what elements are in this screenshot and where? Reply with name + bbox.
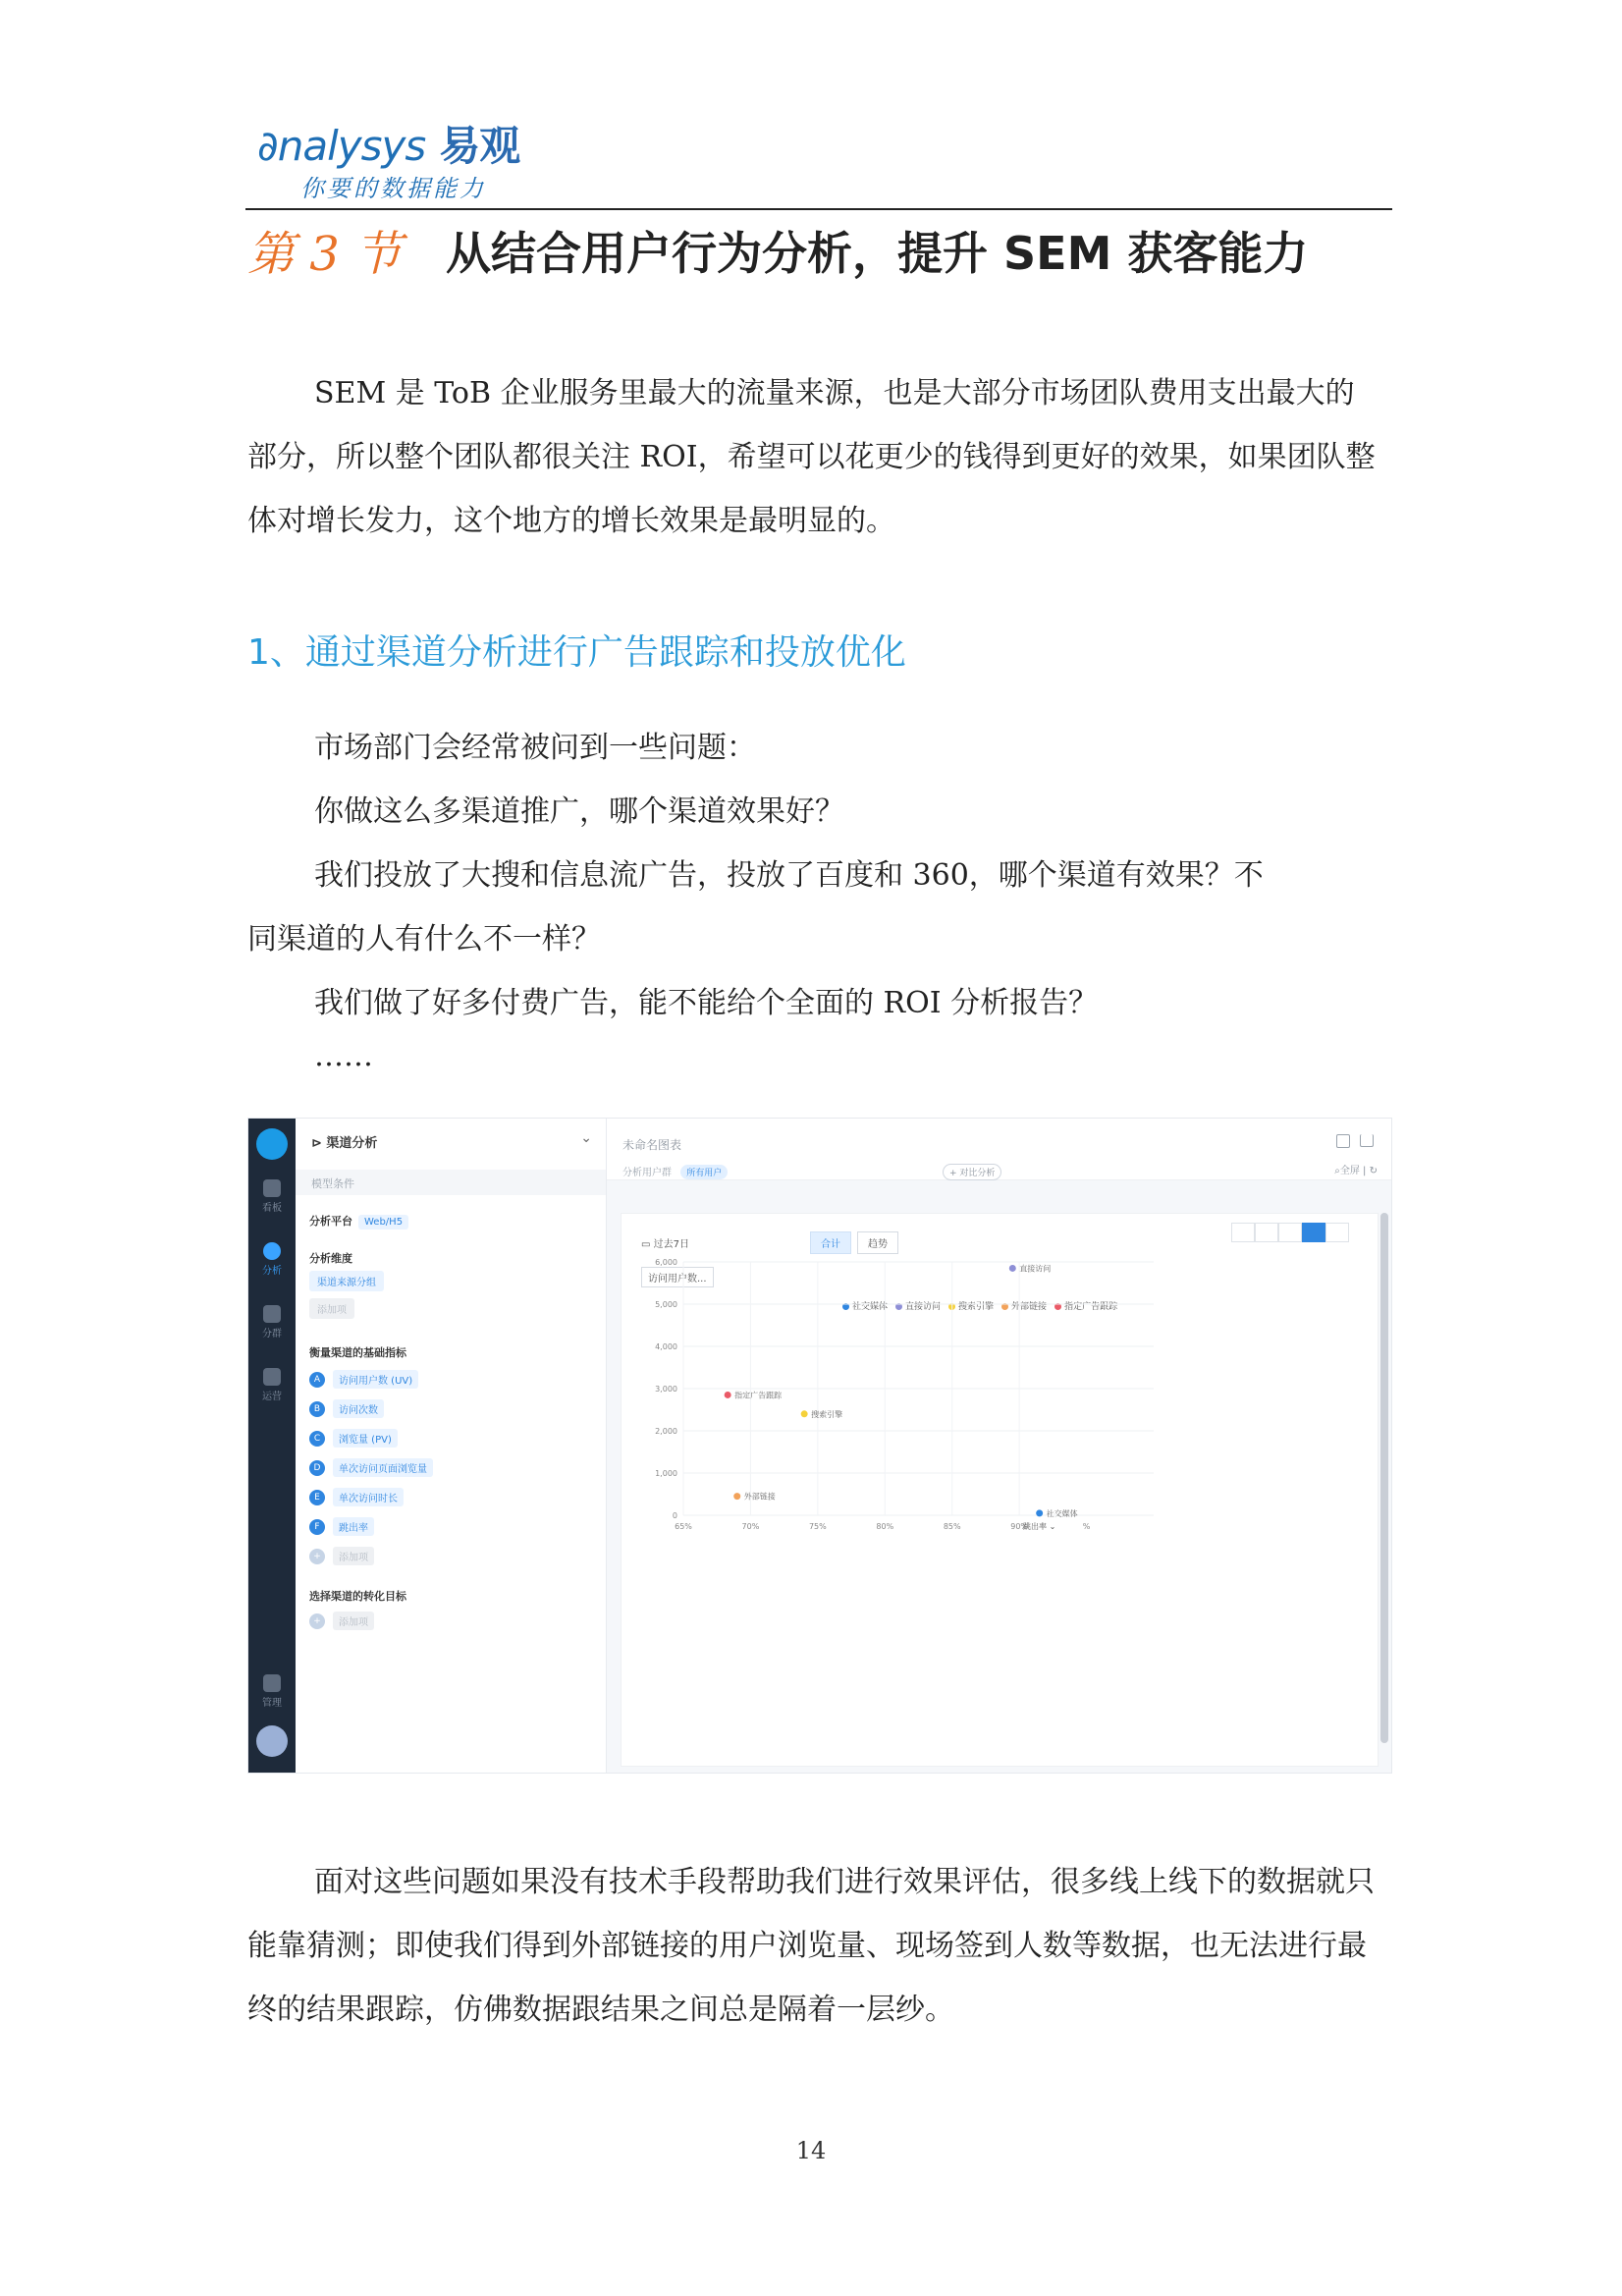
scatter-plot: [607, 1119, 1391, 1773]
metric-item[interactable]: B 访问次数: [309, 1399, 384, 1418]
fullscreen-button[interactable]: ⌕全屏 | ↻: [1334, 1166, 1378, 1176]
channel-analysis-screenshot: [247, 1118, 1392, 1774]
y-tick-label: 3,000: [655, 1385, 677, 1394]
data-point: [1036, 1509, 1043, 1516]
panel-title: ⊳ 渠道分析: [311, 1136, 378, 1151]
user-group-row: 分析用户群 所有用户 + 对比分析: [622, 1164, 728, 1179]
plus-icon: +: [309, 1613, 325, 1629]
question-1: 你做这么多渠道推广，哪个渠道效果好？: [314, 794, 844, 829]
y-tick-label: 1,000: [655, 1469, 677, 1478]
point-label: 搜索引擎: [811, 1409, 843, 1419]
metrics-label: 衡量渠道的基础指标: [309, 1346, 406, 1359]
pie-icon: [263, 1242, 281, 1260]
x-tick-label: 70%: [741, 1522, 760, 1531]
logo-text: nalysys: [277, 122, 426, 170]
header-rule: [245, 208, 1392, 210]
x-tick-label: 80%: [876, 1522, 894, 1531]
nav-rail: [248, 1119, 296, 1773]
x-tick-label: 65%: [675, 1522, 692, 1531]
subsection-title: 1、通过渠道分析进行广告跟踪和投放优化: [247, 632, 906, 673]
question-2a: 我们投放了大搜和信息流广告，投放了百度和 360，哪个渠道有效果？不: [314, 858, 1264, 893]
y-tick-label: 5,000: [655, 1300, 677, 1309]
metric-item[interactable]: A 访问用户数 (UV): [309, 1370, 418, 1389]
rail-item-dashboard[interactable]: 看板: [248, 1179, 296, 1214]
platform-label: 分析平台 Web/H5: [309, 1213, 408, 1230]
avatar[interactable]: [256, 1725, 288, 1757]
brand-logo: [257, 114, 552, 208]
legend-label: 搜索引擎: [958, 1302, 995, 1312]
metric-item[interactable]: C 浏览量 (PV): [309, 1429, 398, 1448]
data-point: [733, 1493, 740, 1500]
add-dimension-button[interactable]: 添加项: [309, 1298, 354, 1319]
ellipsis: ……: [314, 1039, 373, 1073]
y-tick-label: 0: [672, 1511, 677, 1520]
legend-label: 社交媒体: [852, 1302, 889, 1312]
add-goal-button[interactable]: + 添加项: [309, 1612, 374, 1630]
compare-button[interactable]: + 对比分析: [943, 1164, 1001, 1180]
config-panel: [296, 1119, 607, 1773]
conversion-label: 选择渠道的转化目标: [309, 1590, 406, 1603]
add-metric-button[interactable]: + 添加项: [309, 1547, 374, 1565]
point-label: 直接访问: [1019, 1264, 1052, 1274]
question-intro: 市场部门会经常被问到一些问题：: [314, 731, 756, 765]
app-logo[interactable]: [256, 1128, 288, 1160]
chart-panel: [607, 1119, 1391, 1773]
user-group-chip[interactable]: 所有用户: [680, 1165, 728, 1179]
logo-cn: 易观: [439, 122, 520, 170]
logo-tagline: 你要的数据能力: [300, 175, 486, 202]
dashboard-icon: [263, 1179, 281, 1197]
mode-trend-button[interactable]: 趋势: [857, 1231, 898, 1254]
data-point: [725, 1392, 731, 1398]
data-point: [1009, 1265, 1016, 1272]
question-3: 我们做了好多付费广告，能不能给个全面的 ROI 分析报告？: [314, 986, 1099, 1020]
legend-label: 直接访问: [905, 1302, 942, 1312]
dimension-pill[interactable]: 渠道来源分组: [309, 1271, 384, 1291]
date-range-picker[interactable]: ▭ 过去7日: [641, 1239, 690, 1250]
legend-label: 指定广告跟踪: [1064, 1302, 1118, 1312]
rail-item-settings[interactable]: 管理: [248, 1674, 296, 1709]
x-tick-label: %: [1082, 1522, 1091, 1531]
mode-total-button[interactable]: 合计: [810, 1231, 851, 1254]
rail-item-analysis[interactable]: 分析: [248, 1242, 296, 1277]
y-tick-label: 6,000: [655, 1258, 677, 1267]
gear-icon: [263, 1674, 281, 1692]
plus-icon: +: [309, 1549, 325, 1564]
intro-paragraph: SEM 是 ToB 企业服务里最大的流量来源，也是大部分市场团队费用支出最大的部分，所以整个团队都很关注 ROI，希望可以花更少的钱得到更好的效果，如果团队整体对增长发力，这个地方的增长效果是最明显的。: [247, 376, 1376, 538]
page-number: 14: [795, 2137, 827, 2164]
logo-mark: ∂: [257, 122, 278, 170]
y-tick-label: 2,000: [655, 1427, 677, 1436]
section-title: 从结合用户行为分析，提升 SEM 获客能力: [446, 227, 1309, 280]
x-tick-label: 85%: [943, 1522, 961, 1531]
question-2b: 同渠道的人有什么不一样？: [247, 922, 601, 957]
outro-paragraph: 面对这些问题如果没有技术手段帮助我们进行效果评估，很多线上线下的数据就只能靠猜测；即使我们得到外部链接的用户浏览量、现场签到人数等数据，也无法进行最终的结果跟踪，仿佛数据跟结果之间总是隔着一层纱。: [247, 1865, 1375, 2027]
x-tick-label: 90%: [1010, 1522, 1029, 1531]
calendar-icon: ▭: [641, 1239, 654, 1250]
metric-item[interactable]: D 单次访问页面浏览量: [309, 1458, 433, 1477]
search-icon: ⌕: [1334, 1166, 1340, 1176]
refresh-icon: ↻: [1369, 1166, 1378, 1176]
legend-label: 外部链接: [1011, 1302, 1048, 1312]
y-tick-label: 4,000: [655, 1342, 677, 1351]
scrollbar[interactable]: [1380, 1213, 1388, 1743]
metric-item[interactable]: E 单次访问时长: [309, 1488, 404, 1506]
point-label: 外部链接: [743, 1492, 776, 1502]
model-conditions-bar[interactable]: 模型条件: [296, 1170, 606, 1195]
dimension-label: 分析维度: [309, 1252, 352, 1265]
platform-tag[interactable]: Web/H5: [358, 1215, 408, 1230]
metric-item[interactable]: F 跳出率: [309, 1517, 374, 1536]
rail-item-operations[interactable]: 运营: [248, 1368, 296, 1402]
mail-icon: [263, 1368, 281, 1386]
point-label: 社交媒体: [1046, 1508, 1078, 1518]
metric-select[interactable]: 访问用户数...: [641, 1267, 714, 1287]
point-label: 指定广告跟踪: [734, 1391, 783, 1400]
x-axis-label: 跳出率 ⌄: [1023, 1522, 1056, 1531]
funnel-icon: ⊳: [311, 1136, 327, 1151]
data-point: [801, 1410, 808, 1417]
users-icon: [263, 1305, 281, 1323]
x-tick-label: 75%: [808, 1522, 827, 1531]
chevron-down-icon[interactable]: ⌄: [580, 1130, 592, 1146]
chart-name[interactable]: 未命名图表: [622, 1138, 682, 1152]
rail-item-segments[interactable]: 分群: [248, 1305, 296, 1339]
section-number: 第 3 节: [247, 227, 403, 282]
